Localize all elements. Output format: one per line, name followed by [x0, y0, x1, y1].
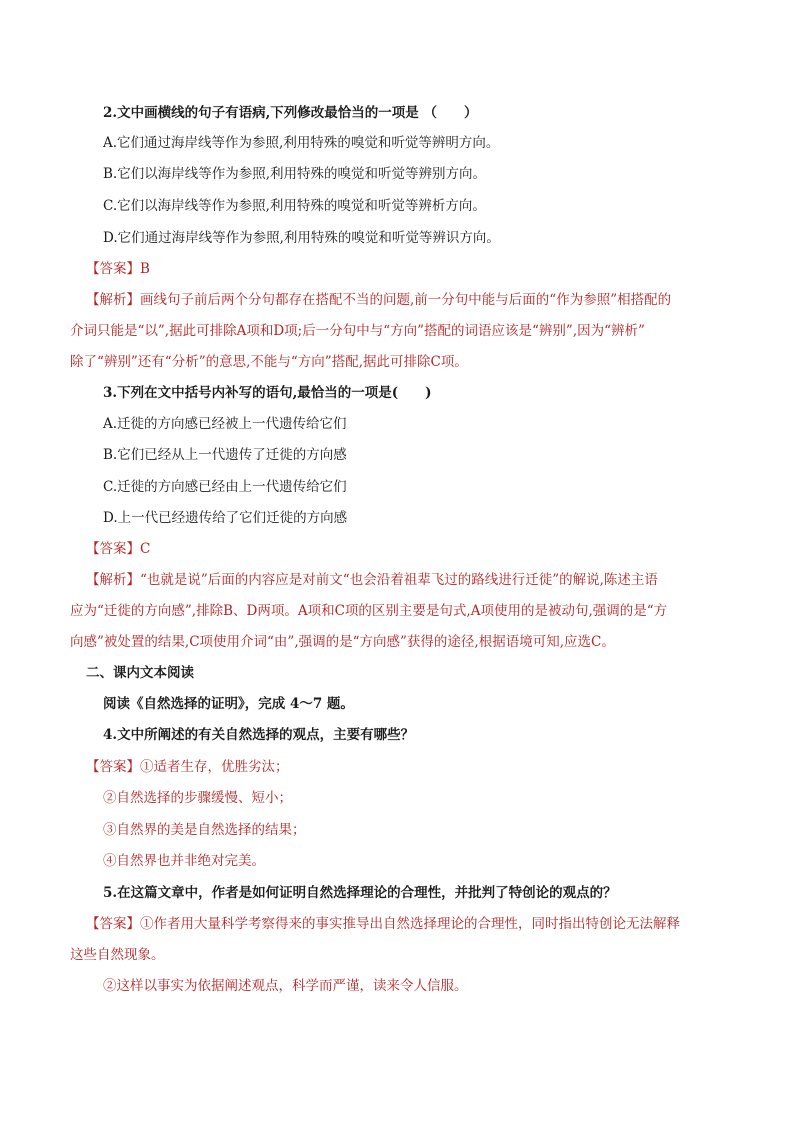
analysis-text: 画线句子前后两个分句都存在搭配不当的问题,前一分句中能与后面的“作为参照”相搭配的	[140, 292, 672, 308]
q2-analysis-line-3: 除了“辨别”还有“分析”的意思,不能与“方向”搭配,据此可排除C项。	[70, 354, 468, 370]
section-title: 二、课内文本阅读	[86, 665, 194, 681]
q4-answer-line-3: ③自然界的美是自然选择的结果；	[103, 822, 306, 838]
q3-analysis-line-3: 向感”被处置的结果,C项使用介词“由”,强调的是“方向感”获得的途径,根据语境可知,应选C。	[70, 634, 615, 650]
q2-option-b: B.它们以海岸线等作为参照,利用特殊的嗅觉和听觉等辨别方向。	[103, 166, 487, 182]
answer-tag: 【答案】	[86, 759, 140, 775]
q3-stem: 3.下列在文中括号内补写的语句,最恰当的一项是( )	[103, 385, 432, 401]
q3-option-a: A.迁徙的方向感已经被上一代遗传给它们	[103, 416, 347, 432]
section-intro: 阅读《自然选择的证明》，完成 4～7 题。	[103, 696, 354, 712]
q2-option-a: A.它们通过海岸线等作为参照,利用特殊的嗅觉和听觉等辨明方向。	[103, 135, 500, 151]
q2-option-d: D.它们通过海岸线等作为参照,利用特殊的嗅觉和听觉等辨识方向。	[103, 230, 500, 246]
q2-answer	[86, 259, 150, 279]
q3-answer	[86, 539, 150, 559]
q3-option-d: D.上一代已经遗传给了它们迁徙的方向感	[103, 510, 348, 526]
answer-tag: 【答案】	[86, 916, 140, 932]
answer-tag: 【答案】	[86, 261, 140, 277]
q5-answer-line-3: ②这样以事实为依据阐述观点，科学而严谨，读来令人信服。	[103, 978, 468, 994]
q4-answer-line-2: ②自然选择的步骤缓慢、短小；	[103, 790, 292, 806]
answer-text: ①适者生存，优胜劣汰；	[140, 759, 289, 775]
q2-stem: 2.文中画横线的句子有语病,下列修改最恰当的一项是 （ ）	[103, 105, 478, 121]
q5-stem: 5.在这篇文章中，作者是如何证明自然选择理论的合理性，并批判了特创论的观点的？	[103, 885, 617, 901]
q3-analysis-line-1	[86, 570, 658, 590]
analysis-tag: 【解析】	[86, 572, 140, 588]
q2-option-c: C.它们以海岸线等作为参照,利用特殊的嗅觉和听觉等辨析方向。	[103, 198, 486, 214]
answer-value: B	[140, 261, 150, 277]
q2-analysis-line-2: 介词只能是“以”,据此可排除A项和D项;后一分句中与“方向”搭配的词语应该是“辨别”,因为“辨析”	[70, 323, 645, 339]
q4-stem: 4.文中所阐述的有关自然选择的观点，主要有哪些？	[103, 727, 415, 743]
analysis-text: “也就是说”后面的内容应是对前文“也会沿着祖辈飞过的路线进行迁徙”的解说,陈述主语	[140, 572, 658, 588]
q3-analysis-line-2: 应为“迁徙的方向感”,排除B、D两项。A项和C项的区别主要是句式,A项使用的是被动句,强调的是“方	[70, 603, 668, 619]
analysis-tag: 【解析】	[86, 292, 140, 308]
q5-answer-line-2: 这些自然现象。	[70, 947, 165, 963]
answer-value: C	[140, 541, 151, 557]
q4-answer-line-4: ④自然界也并非绝对完美。	[103, 853, 265, 869]
q3-option-c: C.迁徙的方向感已经由上一代遗传给它们	[103, 479, 347, 495]
answer-text: ①作者用大量科学考察得来的事实推导出自然选择理论的合理性，同时指出特创论无法解释	[140, 916, 680, 932]
q3-option-b: B.它们已经从上一代遗传了迁徙的方向感	[103, 447, 347, 463]
q4-answer-line-1	[86, 757, 289, 777]
q2-analysis-line-1	[86, 290, 671, 310]
answer-tag: 【答案】	[86, 541, 140, 557]
q5-answer-line-1	[86, 914, 680, 934]
